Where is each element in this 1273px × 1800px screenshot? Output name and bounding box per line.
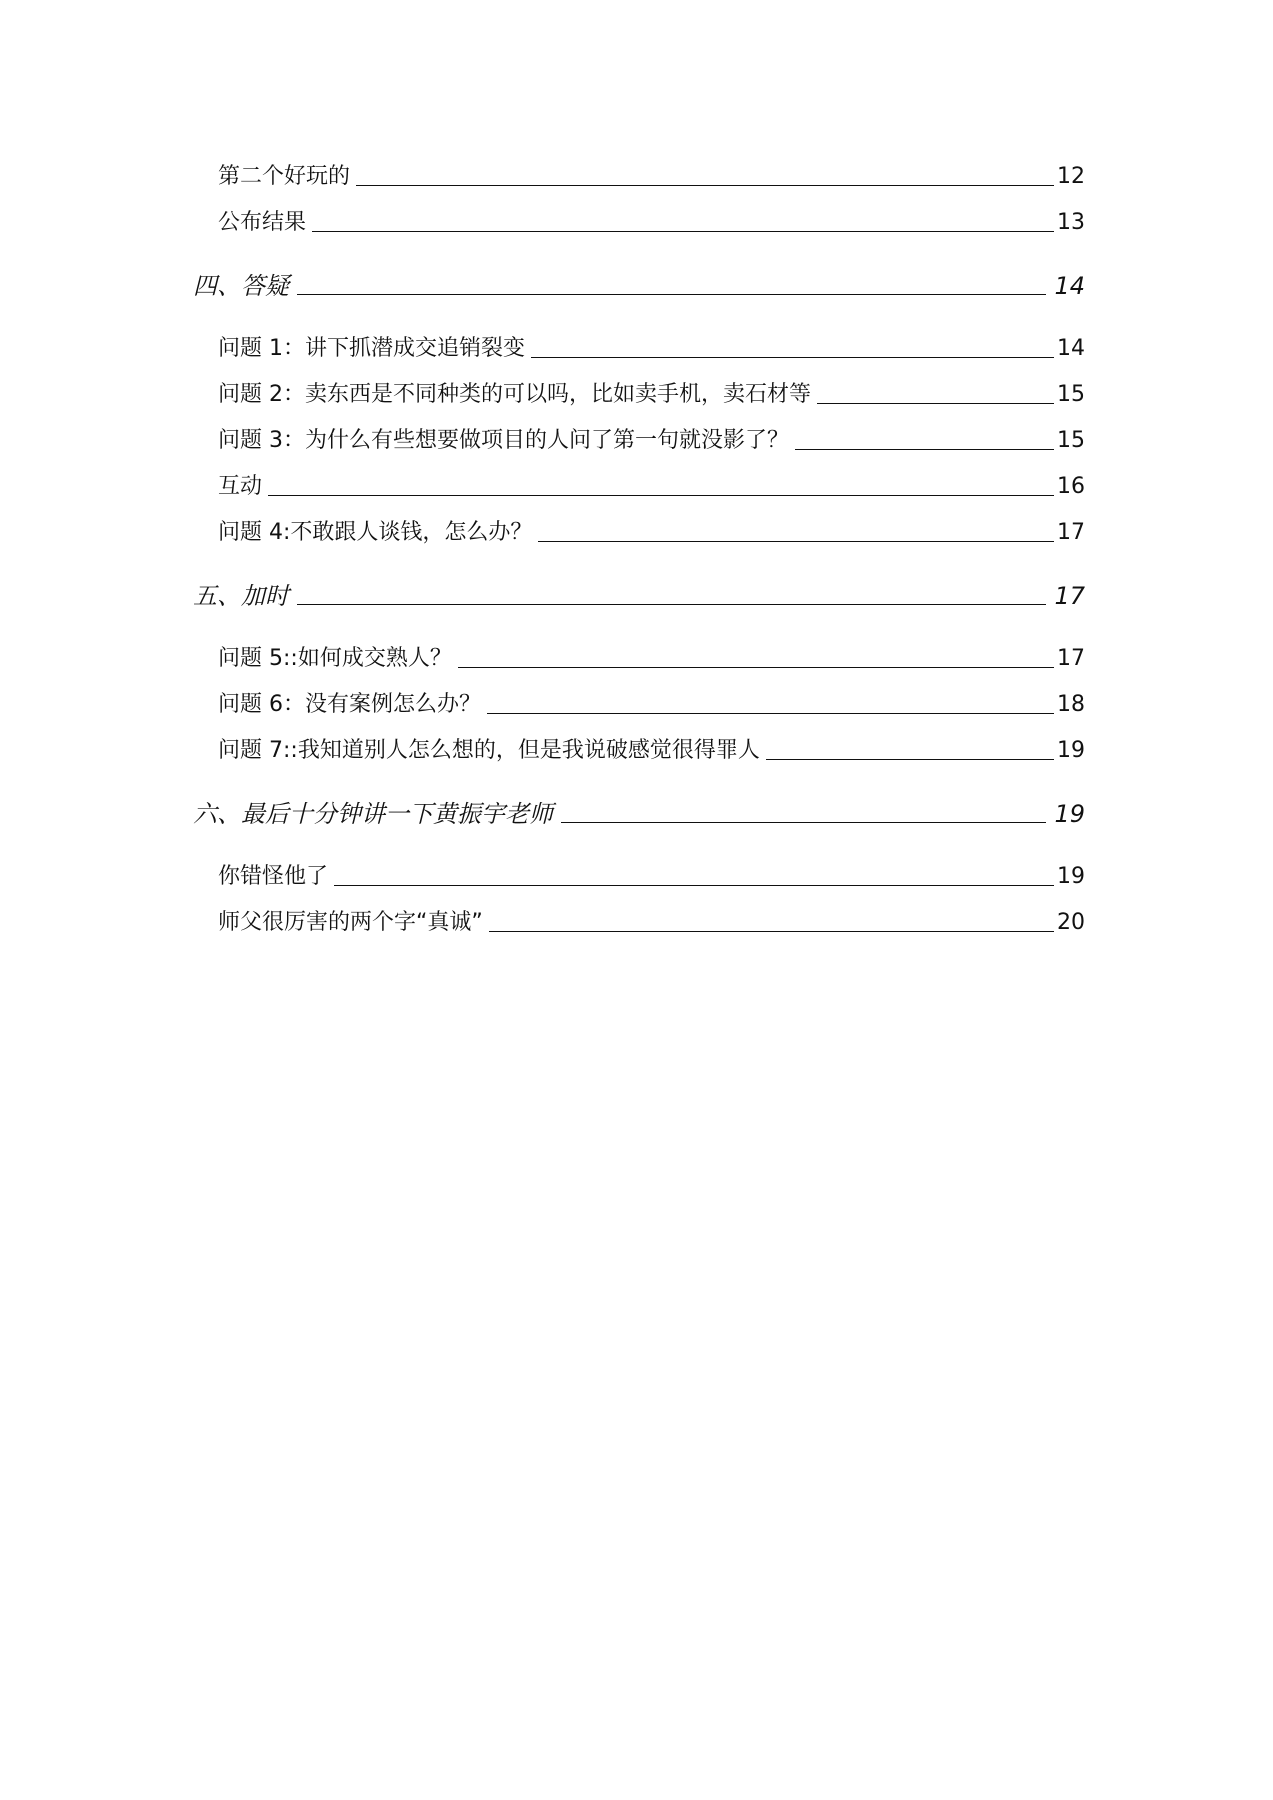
toc-entry-page: 18 [1057, 692, 1085, 717]
toc-section-title: 四、答疑 [193, 272, 289, 300]
toc-dot-leader [356, 185, 1054, 186]
toc-entry[interactable] [218, 638, 1085, 670]
toc-entry-title: 问题 1：讲下抓潜成交追销裂变 [218, 336, 525, 361]
toc-entry[interactable] [218, 684, 1085, 716]
toc-entry-title: 问题 6：没有案例怎么办？ [218, 692, 481, 717]
toc-entry-page: 13 [1057, 210, 1085, 235]
toc-entry[interactable] [218, 730, 1085, 762]
toc-dot-leader [489, 931, 1054, 932]
toc-dot-leader [817, 403, 1054, 404]
toc-entry-title: 互动 [218, 474, 263, 499]
toc-section-page: 14 [1054, 272, 1085, 300]
toc-dot-leader [538, 541, 1054, 542]
toc-entry[interactable] [218, 156, 1085, 188]
toc-entry-page: 14 [1057, 336, 1085, 361]
toc-entry[interactable] [218, 202, 1085, 234]
toc-dot-leader [561, 822, 1046, 823]
toc-entry[interactable] [218, 512, 1085, 544]
toc-entry-page: 15 [1057, 382, 1085, 407]
toc-section-page: 17 [1054, 582, 1085, 610]
toc-entry-title: 问题 4:不敢跟人谈钱，怎么办？ [218, 520, 533, 545]
toc-dot-leader [766, 759, 1054, 760]
toc-dot-leader [795, 449, 1054, 450]
toc-entry-title: 你错怪他了 [218, 864, 329, 889]
toc-entry-page: 17 [1057, 520, 1085, 545]
toc-dot-leader [487, 713, 1054, 714]
toc-entry[interactable] [218, 902, 1085, 934]
toc-entry[interactable] [218, 856, 1085, 888]
toc-section[interactable] [193, 262, 1085, 298]
toc-dot-leader [312, 231, 1054, 232]
toc-entry-page: 17 [1057, 646, 1085, 671]
toc-section[interactable] [193, 790, 1085, 826]
toc-dot-leader [334, 885, 1054, 886]
toc-entry-page: 20 [1057, 910, 1085, 935]
toc-dot-leader [297, 294, 1046, 295]
toc-entry-title: 问题 5::如何成交熟人？ [218, 646, 452, 671]
toc-entry[interactable] [218, 466, 1085, 498]
toc-dot-leader [268, 495, 1054, 496]
toc-entry-title: 问题 7::我知道别人怎么想的，但是我说破感觉很得罪人 [218, 738, 760, 763]
toc-entry[interactable] [218, 374, 1085, 406]
toc-entry-title: 师父很厉害的两个字“真诚” [218, 910, 483, 935]
toc-dot-leader [531, 357, 1054, 358]
toc-entry[interactable] [218, 328, 1085, 360]
toc-entry-title: 问题 2：卖东西是不同种类的可以吗，比如卖手机，卖石材等 [218, 382, 811, 407]
toc-entry-page: 19 [1057, 864, 1085, 889]
toc-entry-page: 15 [1057, 428, 1085, 453]
toc-section[interactable] [193, 572, 1085, 608]
toc-entry-title: 第二个好玩的 [218, 164, 351, 189]
toc-entry-title: 问题 3：为什么有些想要做项目的人问了第一句就没影了？ [218, 428, 789, 453]
toc-section-page: 19 [1054, 800, 1085, 828]
toc-entry-title: 公布结果 [218, 210, 307, 235]
toc-entry[interactable] [218, 420, 1085, 452]
toc-entry-page: 12 [1057, 164, 1085, 189]
toc-section-title: 六、最后十分钟讲一下黄振宇老师 [193, 800, 553, 828]
toc-dot-leader [297, 604, 1046, 605]
toc-dot-leader [458, 667, 1054, 668]
toc-section-title: 五、加时 [193, 582, 289, 610]
toc-entry-page: 16 [1057, 474, 1085, 499]
toc-entry-page: 19 [1057, 738, 1085, 763]
